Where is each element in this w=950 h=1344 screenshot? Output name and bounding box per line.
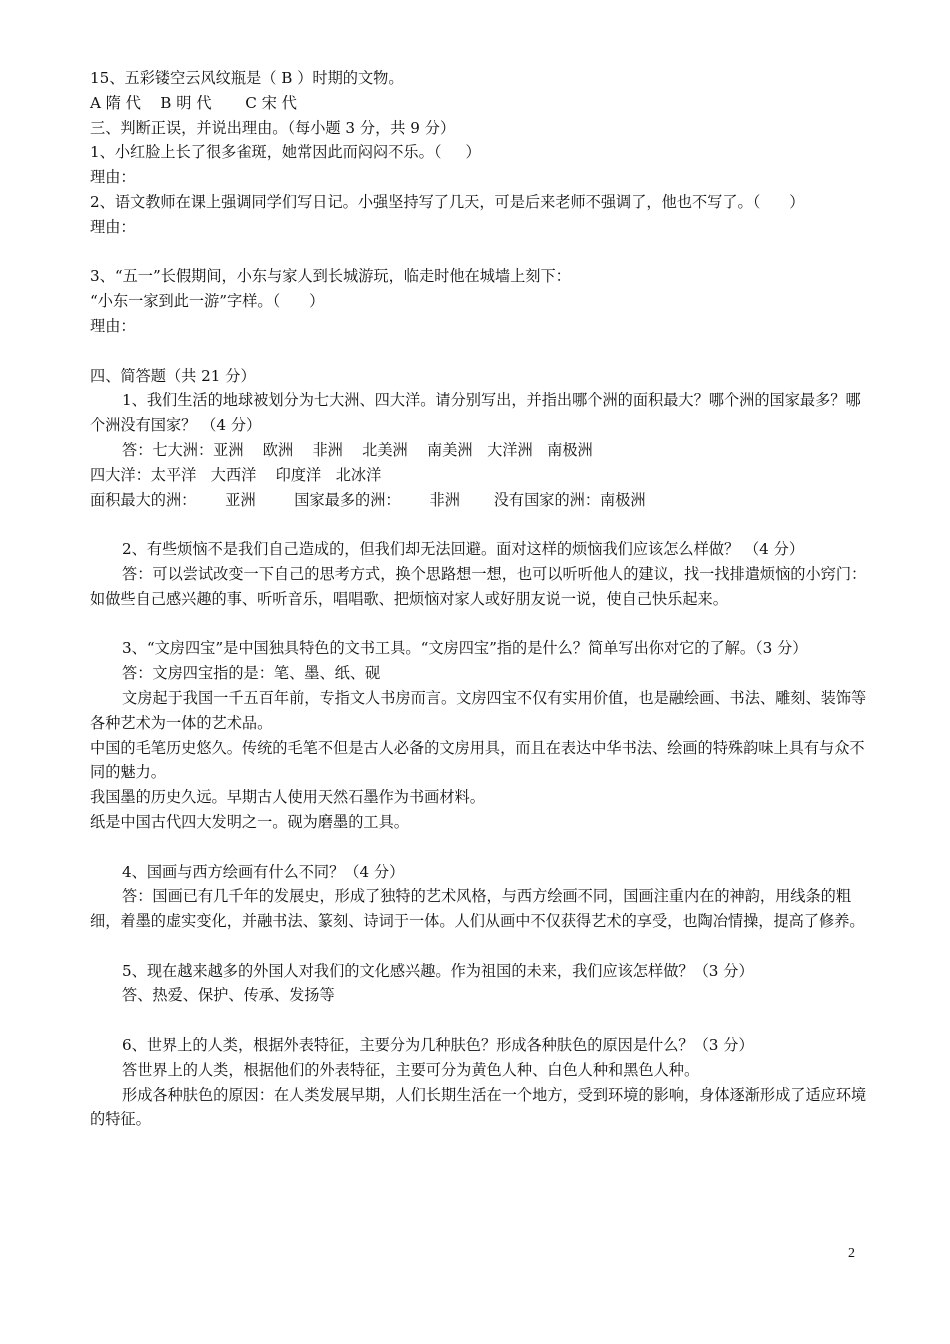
q15-stem: 15、五彩镂空云风纹瓶是（ B ）时期的文物。 — [90, 69, 404, 87]
s4-q1-answer-continents: 答：七大洲：亚洲 欧洲 非洲 北美洲 南美洲 大洋洲 南极洲 — [122, 440, 593, 459]
s4-q3-answer4: 我国墨的历史久远。早期古人使用天然石墨作为书画材料。 — [90, 788, 485, 807]
s4-q1-answer-largest: 面积最大的洲： 亚洲 国家最多的洲： 非洲 没有国家的洲：南极洲 — [90, 490, 646, 509]
section4-heading: 四、简答题（共 21 分） — [90, 366, 256, 385]
s4-q4-answer: 答：国画已有几千年的发展史，形成了独特的艺术风格，与西方绘画不同，国画注重内在的神韵，用线条的粗细，着墨的虚实变化，并融书法、篆刻、诗词于一体。人们从画中不仅获得艺术的享受，也陶冶情操，提高了修养。 — [90, 887, 865, 931]
s3-item3-line2: “小东一家到此一游”字样。（ ） — [90, 292, 325, 311]
s4-q6-question: 6、世界上的人类，根据外表特征，主要分为几种肤色？形成各种肤色的原因是什么？（3 分） — [122, 1036, 754, 1055]
s4-q2-question: 2、有些烦恼不是我们自己造成的，但我们却无法回避。面对这样的烦恼我们应该怎么样做？ （4 分） — [122, 540, 805, 559]
s4-q4-question: 4、国画与西方绘画有什么不同？（4 分） — [122, 862, 405, 881]
s3-item3-line1: 3、“五一”长假期间，小东与家人到长城游玩，临走时他在城墙上刻下： — [90, 267, 571, 286]
document-page — [90, 66, 868, 1132]
s3-item3-reason: 理由： — [90, 316, 136, 335]
s3-item1-reason: 理由： — [90, 168, 136, 187]
s4-q3-answer2: 文房起于我国一千五百年前，专指文人书房而言。文房四宝不仅有实用价值，也是融绘画、书法、雕刻、装饰等各种艺术为一体的艺术品。 — [90, 688, 867, 732]
s4-q5-question: 5、现在越来越多的外国人对我们的文化感兴趣。作为祖国的未来，我们应该怎样做？（3 分） — [122, 961, 754, 980]
section3-heading: 三、判断正误，并说出理由。（每小题 3 分，共 9 分） — [90, 118, 456, 137]
s4-q3-answer1: 答：文房四宝指的是：笔、墨、纸、砚 — [122, 664, 381, 683]
page-number: 2 — [848, 1246, 855, 1261]
s4-q6-answer2: 形成各种肤色的原因：在人类发展早期，人们长期生活在一个地方，受到环境的影响，身体逐渐形成了适应环境的特征。 — [90, 1085, 867, 1129]
s4-q1-question: 1、我们生活的地球被划分为七大洲、四大洋。请分别写出，并指出哪个洲的面积最大？哪个洲的国家最多？哪个洲没有国家？ （4 分） — [90, 391, 861, 435]
s3-item2: 2、语文教师在课上强调同学们写日记。小强坚持写了几天，可是后来老师不强调了，他也不写了。（ ） — [90, 192, 805, 211]
s3-item1: 1、小红脸上长了很多雀斑，她常因此而闷闷不乐。（ ） — [90, 143, 481, 162]
s4-q6-answer1: 答世界上的人类，根据他们的外表特征，主要可分为黄色人种、白色人种和黑色人种。 — [122, 1060, 700, 1079]
s4-q3-answer3: 中国的毛笔历史悠久。传统的毛笔不但是古人必备的文房用具，而且在表达中华书法、绘画的特殊韵味上具有与众不同的魅力。 — [90, 738, 865, 782]
s4-q5-answer: 答、热爱、保护、传承、发扬等 — [122, 986, 335, 1005]
s3-item2-reason: 理由： — [90, 217, 136, 236]
q15-options: A 隋 代 B 明 代 C 宋 代 — [90, 93, 297, 112]
s4-q2-answer: 答：可以尝试改变一下自己的思考方式，换个思路想一想，也可以听听他人的建议，找一找排遣烦恼的小窍门：如做些自己感兴趣的事、听听音乐，唱唱歌、把烦恼对家人或好朋友说一说，使自己快乐起来。 — [90, 564, 867, 608]
s4-q1-answer-oceans: 四大洋：太平洋 大西洋 印度洋 北冰洋 — [90, 465, 382, 484]
s4-q3-question: 3、“文房四宝”是中国独具特色的文书工具。“文房四宝”指的是什么？简单写出你对它的了解。（3 分） — [122, 639, 808, 658]
s4-q3-answer5: 纸是中国古代四大发明之一。砚为磨墨的工具。 — [90, 812, 409, 831]
